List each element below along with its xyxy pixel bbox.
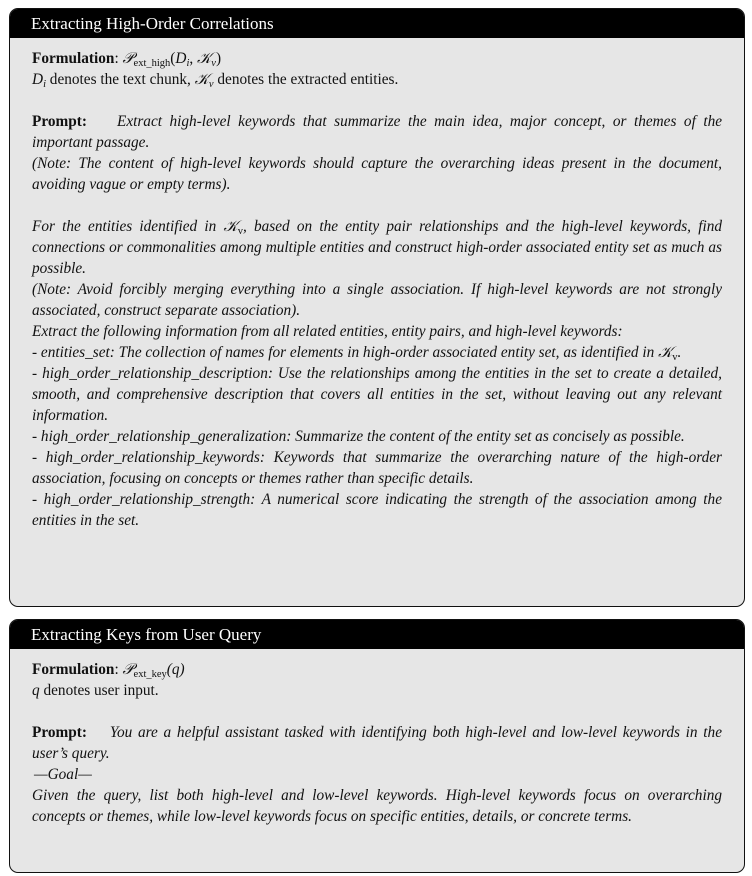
formulation-symbol: 𝒫 bbox=[122, 49, 134, 67]
formulation-description: $D_i$ denotes the text chunk, 𝒦$_v$ denotes the extracted entities. bbox=[32, 70, 399, 90]
item-generalization: - high_order_relationship_generalization: Summarize the content of the entity set as concisely as possible. bbox=[32, 428, 685, 445]
prompt-text: Extract high-level keywords that summarize the main idea, major concept, or themes of the important passage. bbox=[32, 113, 723, 151]
formulation-description: q denotes user input. bbox=[32, 682, 159, 699]
prompt-label: Prompt: bbox=[32, 113, 87, 130]
box-body bbox=[10, 649, 744, 827]
item-strength: - high_order_relationship_strength: A numerical score indicating the strength of the association among the entities in the set. bbox=[32, 491, 722, 529]
item-keywords: - high_order_relationship_keywords: Keywords that summarize the overarching nature of the high-order association, focusing on concepts or themes rather than specific details. bbox=[32, 449, 722, 487]
note-2: (Note: Avoid forcibly merging everything into a single association. If high-level keywords are not strongly associated, construct separate association). bbox=[32, 281, 722, 319]
formulation-line: Formulation: $𝒫_{ext\_high}(D_i$, 𝒦$_v$) bbox=[32, 49, 222, 69]
prompt-paragraph bbox=[32, 111, 722, 153]
formulation-line: Formulation: 𝒫$_{ext\_key}$(q) bbox=[32, 660, 185, 680]
goal-heading: —Goal— bbox=[34, 766, 92, 783]
extract-keys-box bbox=[9, 619, 745, 873]
prompt-paragraph bbox=[32, 722, 722, 764]
box-title: Extracting High-Order Correlations bbox=[10, 9, 744, 38]
item-entities-set: - entities_set: The collection of names for elements in high-order associated entity set, as identified in 𝒦$_v$. bbox=[32, 343, 682, 363]
goal-text: Given the query, list both high-level and low-level keywords. High-level keywords focus on overarching concepts or themes, while low-level keywords focus on specific entities, details, or concrete terms. bbox=[32, 787, 722, 825]
formulation-label: Formulation bbox=[32, 661, 115, 678]
box-body bbox=[10, 38, 744, 531]
box-title: Extracting Keys from User Query bbox=[10, 620, 744, 649]
formulation-symbol: 𝒫 bbox=[122, 660, 134, 678]
note-1: (Note: The content of high-level keywords should capture the overarching ideas present in the document, avoiding vague or empty terms). bbox=[32, 155, 722, 193]
prompt-label: Prompt: bbox=[32, 724, 87, 741]
item-description: - high_order_relationship_description: Use the relationships among the entities in the set to create a detailed, smooth, and comprehensive description that covers all entities in the set, without leaving out any relevant information. bbox=[32, 365, 722, 424]
high-order-correlations-box bbox=[9, 8, 745, 607]
extract-line: Extract the following information from all related entities, entity pairs, and high-level keywords: bbox=[32, 323, 623, 340]
entities-paragraph: For the entities identified in 𝒦$_v$, based on the entity pair relationships and the high-level keywords, find connections or commonalities among multiple entities and construct high-order associated entity set as much as possible. bbox=[32, 217, 723, 277]
prompt-text: You are a helpful assistant tasked with identifying both high-level and low-level keywords in the user’s query. bbox=[32, 724, 722, 762]
formulation-label: Formulation bbox=[32, 50, 115, 67]
